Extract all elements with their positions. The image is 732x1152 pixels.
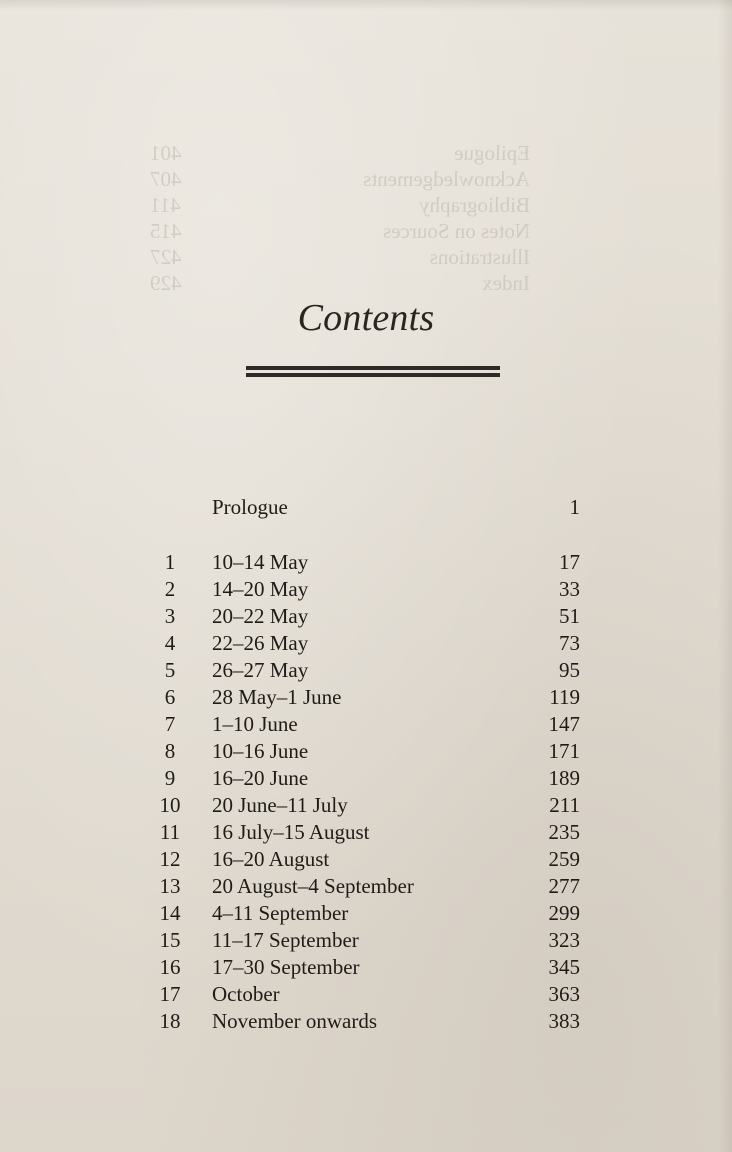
- chapter-page: 363: [548, 982, 580, 1006]
- show-through-label: Index: [482, 271, 530, 295]
- chapter-page: 17: [559, 550, 580, 574]
- chapter-number: 14: [159, 901, 181, 925]
- chapter-title: 20–22 May: [212, 604, 309, 628]
- chapter-page: 147: [548, 712, 580, 736]
- toc-row: [150, 549, 590, 576]
- page-title: Contents: [297, 297, 435, 339]
- toc-row: [150, 819, 590, 846]
- toc-row: [150, 603, 590, 630]
- toc-row: [150, 576, 590, 603]
- chapter-title: 16–20 August: [212, 847, 330, 871]
- chapter-title: 11–17 September: [212, 928, 359, 952]
- toc-entry-page: 1: [569, 495, 580, 519]
- chapter-page: 299: [548, 901, 580, 925]
- chapter-number: 8: [164, 739, 176, 763]
- chapter-page: 51: [559, 604, 580, 628]
- toc-row: [150, 900, 590, 927]
- toc-row: [150, 873, 590, 900]
- chapter-number: 1: [164, 550, 176, 574]
- toc-row: [150, 981, 590, 1008]
- show-through-label: Bibliography: [419, 193, 530, 217]
- chapter-title: 28 May–1 June: [212, 685, 342, 709]
- chapter-number: 12: [159, 847, 181, 871]
- chapter-number: 9: [164, 766, 176, 790]
- chapter-page: 383: [548, 1009, 580, 1033]
- toc-row: [150, 954, 590, 981]
- chapter-number: 11: [159, 820, 181, 844]
- chapter-page: 33: [559, 577, 580, 601]
- show-through-page: 411: [150, 193, 181, 217]
- show-through-page: 429: [150, 271, 182, 295]
- show-through-page: 407: [150, 167, 182, 191]
- chapter-number: 2: [164, 577, 176, 601]
- chapter-page: 235: [548, 820, 580, 844]
- chapter-title: 16 July–15 August: [212, 820, 370, 844]
- toc-row: [150, 738, 590, 765]
- chapter-number: 16: [159, 955, 181, 979]
- chapter-title: 20 June–11 July: [212, 793, 348, 817]
- chapter-title: 26–27 May: [212, 658, 309, 682]
- chapter-page: 259: [548, 847, 580, 871]
- show-through-page: 401: [150, 141, 182, 165]
- chapter-title: 20 August–4 September: [212, 874, 414, 898]
- toc-row: [150, 765, 590, 792]
- chapter-title: 16–20 June: [212, 766, 309, 790]
- chapter-number: 10: [159, 793, 181, 817]
- chapter-page: 189: [548, 766, 580, 790]
- show-through-page: 427: [150, 245, 182, 269]
- show-through-label: Epilogue: [454, 141, 530, 165]
- show-through-page: 415: [150, 219, 182, 243]
- chapter-title: 22–26 May: [212, 631, 309, 655]
- chapter-page: 171: [548, 739, 580, 763]
- chapter-page: 323: [548, 928, 580, 952]
- chapter-number: 13: [159, 874, 181, 898]
- toc-row: [150, 846, 590, 873]
- chapter-title: 10–14 May: [212, 550, 309, 574]
- chapter-title: 10–16 June: [212, 739, 309, 763]
- chapter-number: 4: [164, 631, 176, 655]
- chapter-page: 119: [549, 685, 580, 709]
- chapter-page: 73: [559, 631, 580, 655]
- show-through-label: Acknowledgements: [363, 167, 530, 191]
- chapter-page: 95: [559, 658, 580, 682]
- chapter-number: 7: [164, 712, 176, 736]
- toc-row-prologue: [150, 494, 590, 521]
- chapter-title: 14–20 May: [212, 577, 309, 601]
- chapter-number: 17: [159, 982, 181, 1006]
- chapter-number: 5: [164, 658, 176, 682]
- chapter-page: 211: [549, 793, 580, 817]
- toc-row: [150, 927, 590, 954]
- chapter-page: 277: [548, 874, 580, 898]
- show-through-label: Illustrations: [429, 245, 530, 269]
- chapter-number: 18: [159, 1009, 181, 1033]
- chapter-page: 345: [548, 955, 580, 979]
- toc-row: [150, 657, 590, 684]
- toc-row: [150, 792, 590, 819]
- toc-row: [150, 630, 590, 657]
- toc-row: [150, 711, 590, 738]
- chapter-title: 17–30 September: [212, 955, 360, 979]
- toc-row: [150, 684, 590, 711]
- chapter-title: 4–11 September: [212, 901, 349, 925]
- chapter-number: 15: [159, 928, 181, 952]
- toc-entry-title: Prologue: [212, 495, 288, 519]
- show-through-label: Notes on Sources: [383, 219, 530, 243]
- chapter-number: 6: [164, 685, 176, 709]
- toc-row: [150, 1008, 590, 1035]
- chapter-number: 3: [164, 604, 176, 628]
- chapter-title: 1–10 June: [212, 712, 298, 736]
- chapter-title: October: [212, 982, 280, 1006]
- chapter-title: November onwards: [212, 1009, 378, 1033]
